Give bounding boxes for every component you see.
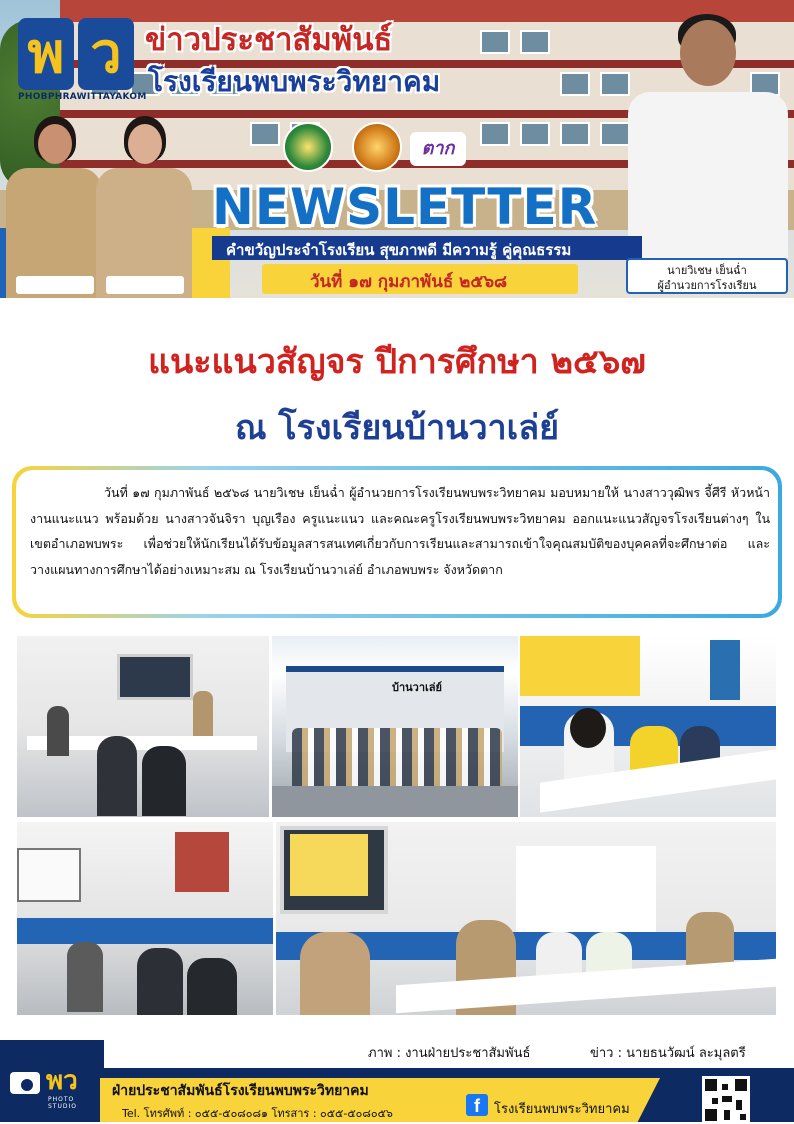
director-name: นายวิเชษ เย็นฉ่ำ bbox=[667, 264, 747, 277]
director-title: ผู้อำนวยการโรงเรียน bbox=[657, 279, 757, 292]
deputy-director-2-photo bbox=[92, 112, 196, 298]
logo-caption: PHOBPHRAWITTAYAKOM bbox=[18, 92, 147, 102]
article-body: วันที่ ๑๗ กุมภาพันธ์ ๒๕๖๘ นายวิเชษ เย็นฉ่ำ ผู้อำนวยการโรงเรียนพบพระวิทยาคม มอบหมายให้ นางสาววุฒิพร จี้ศีรี หัวหน้างานแนะแนว พร้อมด้วย นางสาวจันจิรา บุญเรือง ครูแนะแนว และคณะครูโรงเรียนพบพระวิทยาคม ออกแนะแนวสัญจรโรงเรียนต่างๆ ในเขตอำเภอพบพระ เพื่อช่วยให้นักเรียนได้รับข้อมูลสารสนเทศเกี่ยวกับการเรียนและสามารถเข้าใจคุณสมบัติของบุคคลที่จะศึกษาต่อ และวางแผนทางการศึกษาได้อย่างเหมาะสม ณ โรงเรียนบ้านวาเล่ย์ อำเภอพบพระ จังหวัดตาก bbox=[30, 485, 770, 577]
event-photo-group bbox=[272, 636, 518, 817]
school-logo bbox=[18, 18, 147, 102]
event-photo-5 bbox=[276, 822, 776, 1015]
logo-letter-p: พ bbox=[18, 18, 74, 90]
news-credit: ข่าว : นายธนวัฒน์ ละมุลตรี bbox=[590, 1046, 746, 1061]
event-photo-1 bbox=[17, 636, 269, 817]
header-title-line2: โรงเรียนพบพระวิทยาคม bbox=[148, 65, 441, 98]
moe-emblem-icon bbox=[352, 122, 402, 172]
newsletter-header bbox=[0, 0, 794, 298]
article-body-panel bbox=[16, 470, 778, 614]
footer-telephone: Tel. โทรศัพท์ : ๐๕๕-๕๐๘๐๘๑ โทรสาร : ๐๕๕-๕๐๘๐๕๖ bbox=[122, 1107, 393, 1120]
article-body-frame bbox=[12, 466, 782, 618]
studio-caption: PHOTO STUDIO bbox=[48, 1096, 77, 1110]
issue-date: วันที่ ๑๗ กุมภาพันธ์ ๒๕๖๘ bbox=[310, 272, 508, 292]
school-motto: คำขวัญประจำโรงเรียน สุขภาพดี มีความรู้ คู่คุณธรรม bbox=[226, 241, 572, 259]
facebook-icon[interactable]: f bbox=[466, 1094, 488, 1116]
newsletter-wordmark: NEWSLETTER bbox=[212, 178, 598, 236]
article-title-line2: ณ โรงเรียนบ้านวาเล่ย์ bbox=[234, 408, 560, 448]
obec-emblem-icon bbox=[283, 122, 333, 172]
footer-department: ฝ่ายประชาสัมพันธ์โรงเรียนพบพระวิทยาคม bbox=[112, 1083, 369, 1099]
event-photo-4 bbox=[17, 822, 273, 1015]
school-sign: บ้านวาเล่ย์ bbox=[392, 681, 442, 694]
director-nameplate bbox=[626, 258, 788, 294]
event-photo-3 bbox=[520, 636, 776, 817]
article-title-line1: แนะแนวสัญจร ปีการศึกษา ๒๕๖๗ bbox=[148, 342, 646, 382]
article-body-text bbox=[30, 480, 770, 582]
facebook-page-link[interactable]: โรงเรียนพบพระวิทยาคม bbox=[494, 1102, 630, 1117]
camera-lens bbox=[19, 1077, 35, 1093]
studio-letters: พว bbox=[46, 1066, 78, 1096]
header-title-line1: ข่าวประชาสัมพันธ์ bbox=[145, 22, 393, 58]
photo-studio-logo bbox=[10, 1058, 94, 1114]
deputy-director-1-photo bbox=[2, 112, 106, 298]
photo-credit: ภาพ : งานฝ่ายประชาสัมพันธ์ bbox=[368, 1046, 531, 1061]
qr-code-icon[interactable] bbox=[702, 1076, 750, 1124]
logo-letter-w: ว bbox=[78, 18, 134, 90]
director-photo bbox=[628, 8, 788, 258]
tak-province-logo: ตาก bbox=[410, 132, 466, 166]
